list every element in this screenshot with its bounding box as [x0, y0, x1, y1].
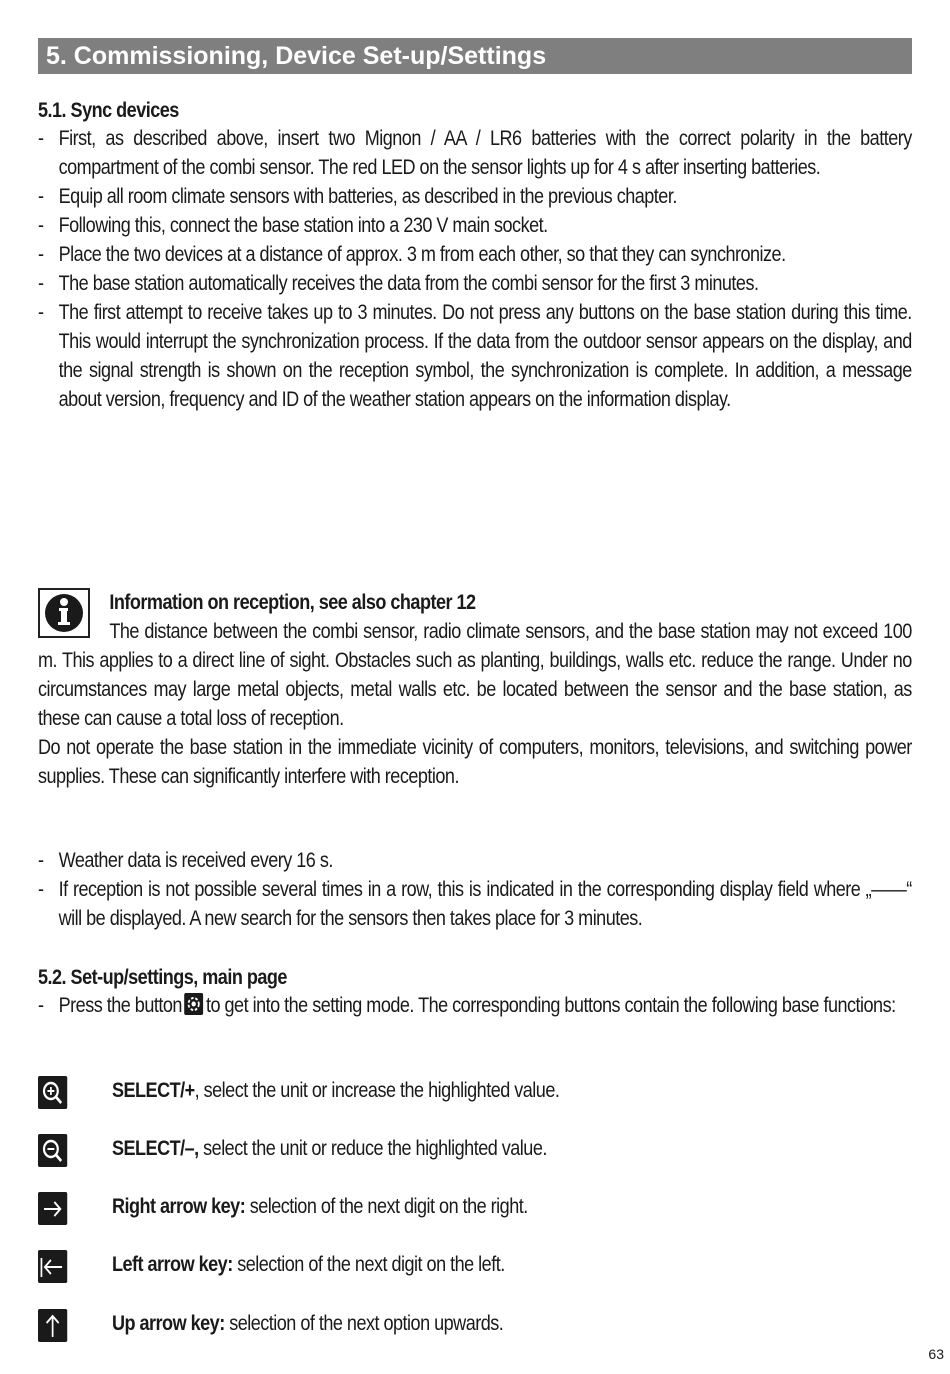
zoom-in-icon — [38, 1076, 67, 1109]
button-row-left-arrow — [38, 1250, 790, 1284]
zoom-out-icon — [38, 1134, 67, 1167]
gear-icon — [184, 993, 203, 1015]
info-title: Information on reception, see also chapter 12 — [109, 591, 476, 614]
info-body-2: Do not operate the base station in the immediate vicinity of computers, monitors, televisions, and switching power supplies. These can significantly interfere with reception. — [38, 736, 912, 788]
button-description: SELECT/–, select the unit or reduce the highlighted value. — [111, 1137, 547, 1160]
button-row-up-arrow — [38, 1309, 790, 1343]
info-body-1: The distance between the combi sensor, radio climate sensors, and the base station may not exceed 100 m. This applies to a direct line of sight. Obstacles such as planting, buildings, walls etc. reduce the range. Under no circumstances may large metal objects, metal walls etc. be located between the sensor and the base station, as these can cause a total loss of reception. — [38, 620, 912, 730]
list-item: - Press the button to get into the setting mode. The corresponding buttons contain the following base functions: — [38, 994, 896, 1017]
list-item: - The base station automatically receives the data from the combi sensor for the first 3 minutes. — [38, 272, 759, 295]
list-item: - Place the two devices at a distance of approx. 3 m from each other, so that they can synchronize. — [38, 243, 786, 266]
button-description: Right arrow key: selection of the next digit on the right. — [111, 1195, 528, 1218]
subsection-heading-sync: 5.1. Sync devices — [38, 99, 179, 122]
list-item: - Equip all room climate sensors with batteries, as described in the previous chapter. — [38, 185, 677, 208]
button-row-right-arrow — [38, 1192, 790, 1226]
page-number: 63 — [928, 1346, 944, 1362]
sync-steps-list — [38, 124, 912, 414]
list-item: - Weather data is received every 16 s. — [38, 849, 333, 872]
section-header — [38, 38, 912, 74]
button-description: SELECT/+, select the unit or increase the highlighted value. — [111, 1079, 560, 1102]
list-item: - The first attempt to receive takes up to 3 minutes. Do not press any buttons on the base station during this time. This would interrupt the synchronization process. If the data from the outdoor sensor appears on the display, and the signal strength is shown on the reception symbol, the synchronization is complete. In addition, a message about version, frequency and ID of the weather station appears on the information display. — [38, 301, 912, 411]
arrow-up-icon — [38, 1309, 67, 1342]
subsection-heading-setup: 5.2. Set-up/settings, main page — [38, 966, 287, 989]
reception-notes-list — [38, 846, 912, 933]
list-item: - If reception is not possible several times in a row, this is indicated in the corresponding display field where „——“ will be displayed. A new search for the sensors then takes place for 3 minutes. — [38, 878, 912, 930]
button-description: Up arrow key: selection of the next option upwards. — [111, 1312, 504, 1335]
button-row-select-minus — [38, 1134, 790, 1168]
info-box — [38, 588, 912, 791]
arrow-right-icon — [38, 1192, 67, 1225]
section-title: 5. Commissioning, Device Set-up/Settings — [46, 42, 547, 70]
arrow-left-icon — [38, 1250, 67, 1283]
button-row-select-plus — [38, 1076, 790, 1110]
button-description: Left arrow key: selection of the next digit on the left. — [111, 1253, 505, 1276]
setup-intro-list — [38, 991, 912, 1020]
list-item: - Following this, connect the base station into a 230 V main socket. — [38, 214, 548, 237]
list-item: - First, as described above, insert two Mignon / AA / LR6 batteries with the correct polarity in the battery compartment of the combi sensor. The red LED on the sensor lights up for 4 s after inserting batteries. — [38, 127, 912, 179]
info-icon — [38, 588, 90, 638]
